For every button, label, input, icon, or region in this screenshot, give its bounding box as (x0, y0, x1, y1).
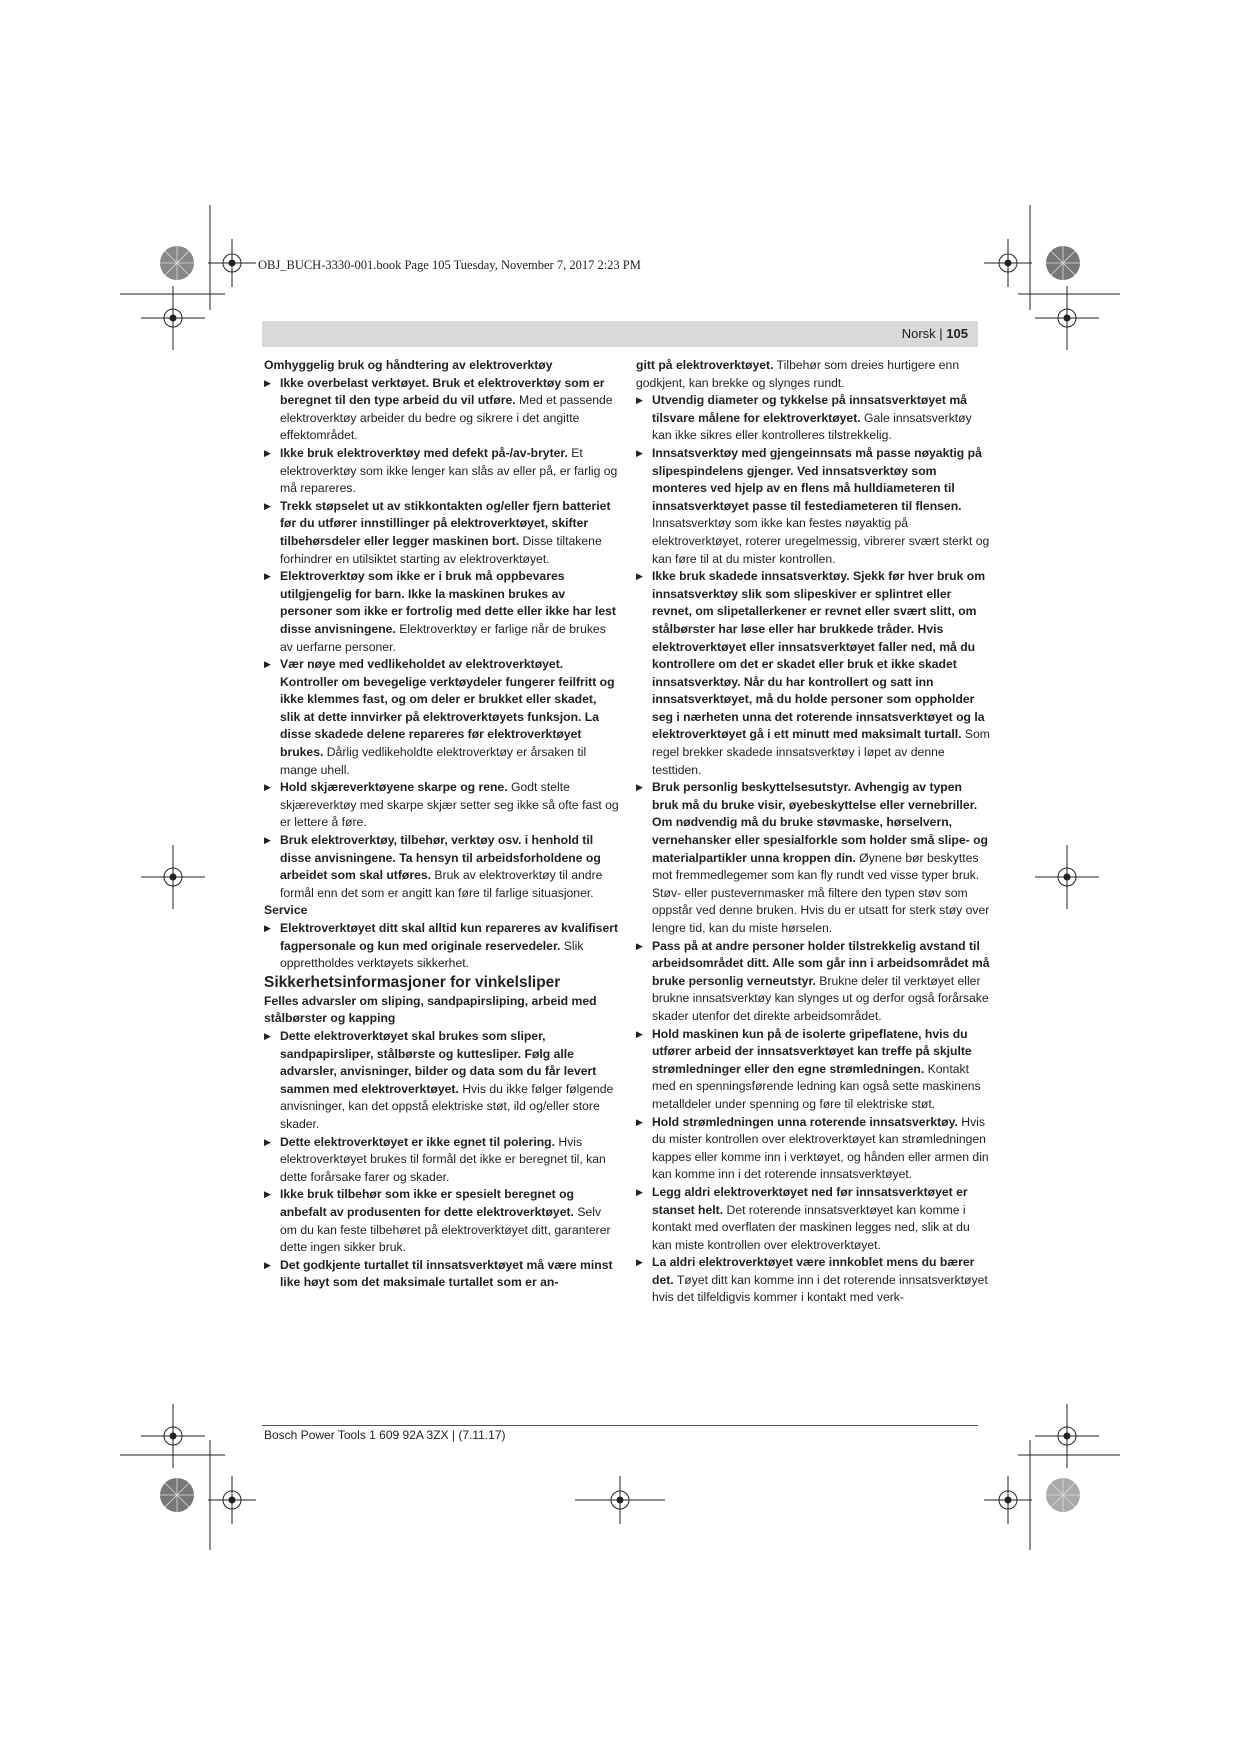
bullet-arrow-icon: ▶ (264, 377, 271, 388)
warning-bold: Dette elektroverktøyet skal brukes som sliper, sandpapirsliper, stålbørste og kuttesliper. Følg alle advarsler, anvisninger, bilder og data som du får levert sammen med elektroverktøyet. (280, 1028, 597, 1096)
warning-bold: Bruk personlig beskyttelsesutstyr. Avhengig av typen bruk må du bruke visir, øyebeskyttelse eller vernebriller. Om nødvendig må du bruke støvmaske, hørselvern, vernehansker eller spesialforkle som holder små slipe- og materialpartikler unna kroppen din. (652, 780, 988, 865)
header-separator: | (939, 326, 943, 341)
warning-bold: La aldri elektroverktøyet være innkoblet mens du bærer det. (652, 1255, 975, 1287)
warning-bold: Hold strømledningen unna roterende innsatsverktøy. (652, 1114, 958, 1129)
page-header (262, 321, 978, 347)
warning-bold: Elektroverktøyet ditt skal alltid kun repareres av kvalifisert fagpersonale og kun med originale reservedeler. (280, 921, 619, 953)
warning-bold: Ikke bruk elektroverktøy med defekt på-/av-bryter. (280, 445, 568, 460)
warning-item (636, 445, 991, 568)
warning-text: Disse tiltakene forhindrer en utilsiktet starting av elektroverktøyet. (280, 533, 602, 566)
bullet-arrow-icon: ▶ (264, 447, 271, 458)
warning-item (264, 1028, 619, 1134)
bullet-arrow-icon: ▶ (264, 571, 271, 582)
warning-text: Hvis elektroverktøyet brukes til formål det ikke er beregnet til, kan dette forårsake farer og skader. (280, 1134, 606, 1184)
warning-item (264, 498, 619, 568)
bullet-arrow-icon: ▶ (636, 1257, 643, 1268)
warning-text: Slik opprettholdes verktøyets sikkerhet. (280, 938, 584, 971)
warning-bold: Elektroverktøy som ikke er i bruk må oppbevares utilgjengelig for barn. Ikke la maskinen brukes av personer som ikke er fortrolig med dette eller ikke har lest disse anvisningene. (280, 569, 616, 636)
warning-item (264, 568, 619, 656)
bullet-arrow-icon: ▶ (636, 1186, 643, 1197)
common-warnings-list (264, 1028, 619, 1292)
warning-text: Tøyet ditt kan komme inn i det roterende innsatsverktøyet hvis det tilfeldigvis kommer i kontakt med verk- (652, 1272, 988, 1305)
warning-item (264, 920, 619, 973)
bullet-arrow-icon: ▶ (636, 1028, 643, 1039)
header-language: Norsk (901, 326, 936, 341)
warning-item (636, 1254, 991, 1307)
warning-item (636, 1026, 991, 1114)
warning-text: Gale innsatsverktøy kan ikke sikres eller kontrolleres tilstrekkelig. (652, 410, 972, 443)
bullet-arrow-icon: ▶ (264, 1136, 271, 1147)
warning-item (636, 779, 991, 937)
bullet-arrow-icon: ▶ (264, 923, 271, 933)
warning-bold: Innsatsverktøy med gjengeinnsats må passe nøyaktig på slipespindelens gjenger. Ved innsatsverktøy som monteres ved hjelp av en flens må hulldiameteren til innsatsverktøyet passe til festediameteren til flensen. (652, 445, 982, 513)
bullet-arrow-icon: ▶ (636, 782, 643, 793)
warning-item (636, 1184, 991, 1254)
warning-item (264, 1257, 619, 1292)
warning-text: Godt stelte skjæreverktøy med skarpe skjær setter seg ikke så ofte fast og er lettere å føre. (280, 780, 619, 830)
warning-item (636, 938, 991, 1026)
warning-bold: Hold skjæreverktøyene skarpe og rene. (280, 780, 508, 795)
warning-text: Bruk av elektroverktøy til andre formål enn det som er angitt kan føre til farlige situasjoner. (280, 868, 603, 900)
warning-bold: Dette elektroverktøyet er ikke egnet til polering. (280, 1134, 555, 1149)
warning-item (264, 1186, 619, 1256)
right-warnings-list (636, 392, 991, 1307)
warning-bold: Det godkjente turtallet til innsatsverktøyet må være minst like høyt som det maksimale turtallet som er an- (280, 1257, 613, 1290)
warning-item (264, 656, 619, 779)
continued-paragraph (636, 357, 991, 392)
warning-bold: Ikke bruk skadede innsatsverktøy. Sjekk før hver bruk om innsatsverktøy slik som slipeskiver er splintret eller revnet, om slipetallerkener er revnet eller svært slitt, om stålbørster har løse eller har brukkede tråder. Hvis elektroverktøyet eller innsatsverktøyet faller ned, må du kontrollere om det er skadet eller bruk et ikke skadet innsatsverktøy. Når du har kontrollert og satt inn innsatsverktøyet, må du holde personer som oppholder seg i nærheten unna det roterende innsatsverktøyet og la elektroverktøyet gå i ett minutt med maksimalt turtall. (652, 569, 986, 742)
warning-text: Hvis du mister kontrollen over elektroverktøyet kan strømledningen kappes eller komme inn i verktøyet, og hånden eller armen din kan komme inn i det roterende innsatsverktøyet. (652, 1114, 989, 1182)
footer-divider (262, 1425, 978, 1426)
continued-text: Tilbehør som dreies hurtigere enn godkjent, kan brekke og slynges rundt. (636, 358, 960, 390)
heading-safety-angle-grinder: Sikkerhetsinformasjoner for vinkelsliper (264, 973, 561, 991)
warning-item (636, 1114, 991, 1184)
warning-bold: Pass på at andre personer holder tilstrekkelig avstand til arbeidsområdet ditt. Alle som går inn i arbeidsområdet må bruke personlig verneutstyr. (652, 938, 990, 988)
warning-item (264, 779, 619, 832)
warning-bold: Vær nøye med vedlikeholdet av elektroverktøyet. Kontroller om bevegelige verktøydeler fungerer feilfritt og ikke klemmes fast, og om deler er brukket eller skadet, slik at dette innvirker på elektroverktøyets funksjon. La disse skadede delene repareres før elektroverktøyet brukes. (280, 657, 615, 760)
bullet-arrow-icon: ▶ (264, 1030, 271, 1041)
left-column (264, 357, 619, 1292)
continued-bold: gitt på elektroverktøyet. (636, 358, 774, 372)
warning-text: Hvis du ikke følger følgende anvisninger, kan det oppstå elektriske støt, ild og/eller store skader. (280, 1081, 614, 1131)
warning-item (264, 832, 619, 902)
header-text (902, 326, 968, 341)
heading-common-warnings: Felles advarsler om sliping, sandpapirsliping, arbeid med stålbørster og kapping (264, 993, 597, 1026)
bullet-arrow-icon: ▶ (264, 1189, 271, 1200)
warning-item (636, 392, 991, 445)
warning-text: Kontakt med en spenningsførende ledning kan også sette maskinens metalldeler under spenning og føre til elektriske støt. (652, 1061, 981, 1111)
bullet-arrow-icon: ▶ (264, 782, 271, 793)
warning-item (264, 1134, 619, 1187)
warning-text: Det roterende innsatsverktøyet kan komme i kontakt med overflaten der maskinen legges ned, slik at du kan miste kontrollen over elektroverktøyet. (652, 1202, 970, 1252)
warning-text: Elektroverktøy er farlige når de brukes av uerfarne personer. (280, 621, 606, 654)
warning-text: Selv om du kan feste tilbehøret på elektroverktøyet ditt, garanterer dette ingen sikker bruk. (280, 1204, 611, 1255)
heading-careful-use: Omhyggelig bruk og håndtering av elektroverktøy (264, 358, 553, 372)
warning-item (636, 568, 991, 779)
bullet-arrow-icon: ▶ (264, 1259, 271, 1270)
print-info: OBJ_BUCH-3330-001.book Page 105 Tuesday, November 7, 2017 2:23 PM (258, 258, 641, 272)
warning-bold: Ikke bruk tilbehør som ikke er spesielt beregnet og anbefalt av produsenten for dette elektroverktøyet. (280, 1187, 574, 1219)
bullet-arrow-icon: ▶ (636, 940, 643, 951)
warning-bold: Ikke overbelast verktøyet. Bruk et elektroverktøy som er beregnet til den type arbeid du vil utføre. (280, 375, 605, 408)
bullet-arrow-icon: ▶ (264, 500, 271, 511)
warning-bold: Hold maskinen kun på de isolerte gripeflatene, hvis du utfører arbeid der innsatsverktøyet kan treffe på skjulte strømledninger eller den egne strømledningen. (652, 1026, 972, 1076)
right-column (636, 357, 991, 1307)
footer-text: Bosch Power Tools 1 609 92A 3ZX | (7.11.17) (264, 1428, 506, 1442)
warning-text: Som regel brekker skadede innsatsverktøy i løpet av denne testtiden. (652, 727, 990, 777)
warning-text: Med et passende elektroverktøy arbeider du bedre og sikrere i det angitte effektområdet. (280, 393, 613, 443)
care-list (264, 375, 619, 903)
bullet-arrow-icon: ▶ (636, 571, 643, 582)
warning-text: Øynene bør beskyttes mot fremmedlegemer som kan fly rundt ved visse typer bruk. Støv- eller pustevernmasker må filtere den typen støv som oppstår ved denne bruken. Hvis du er utsatt for sterk støy over lengre tid, kan du miste hørselen. (652, 850, 990, 935)
page-number: 105 (946, 326, 968, 341)
warning-text: Innsatsverktøy som ikke kan festes nøyaktig på elektroverktøyet, roterer uregelmessig, vibrerer svært sterkt og kan føre til at du mister kontrollen. (652, 516, 990, 566)
heading-service: Service (264, 903, 308, 918)
warning-bold: Legg aldri elektroverktøyet ned før innsatsverktøyet er stanset helt. (652, 1184, 968, 1217)
warning-item (264, 445, 619, 498)
warning-text: Brukne deler til verktøyet eller brukne innsatsverktøy kan slynges ut og derfor også forårsake skader utenfor det direkte arbeidsområdet. (652, 973, 989, 1023)
bullet-arrow-icon: ▶ (636, 447, 643, 458)
warning-bold: Bruk elektroverktøy, tilbehør, verktøy osv. i henhold til disse anvisningene. Ta hensyn til arbeidsforholdene og arbeidet som skal utføres. (280, 833, 601, 883)
warning-text: Et elektroverktøy som ikke lenger kan slås av eller på, er farlig og må repareres. (280, 445, 618, 496)
warning-bold: Trekk støpselet ut av stikkontakten og/eller fjern batteriet før du utfører innstillinger på elektroverktøyet, skifter tilbehørsdeler eller legger maskinen bort. (280, 498, 611, 548)
bullet-arrow-icon: ▶ (264, 659, 271, 670)
bullet-arrow-icon: ▶ (264, 835, 271, 846)
service-list (264, 920, 619, 973)
bullet-arrow-icon: ▶ (636, 1116, 643, 1127)
warning-text: Dårlig vedlikeholdte elektroverktøy er årsaken til mange uhell. (280, 745, 587, 777)
warning-bold: Utvendig diameter og tykkelse på innsatsverktøyet må tilsvare målene for elektroverktøyet. (652, 393, 967, 425)
bullet-arrow-icon: ▶ (636, 395, 643, 406)
warning-item (264, 375, 619, 445)
